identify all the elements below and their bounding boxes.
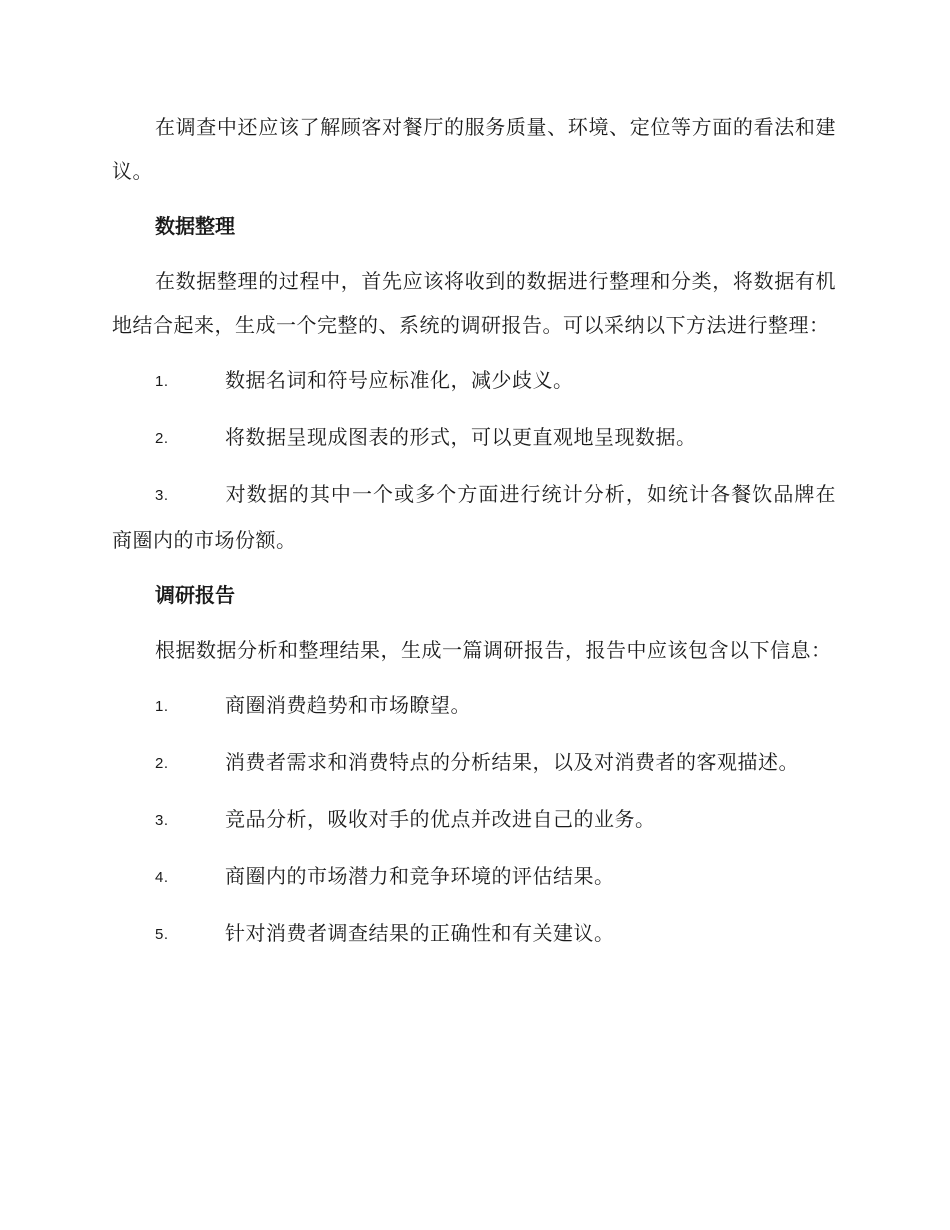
list-number: 5.	[155, 926, 169, 943]
data-organizing-list	[112, 358, 836, 562]
list-number: 2.	[155, 430, 169, 447]
list-item-text: 对数据的其中一个或多个方面进行统计分析，如统计各餐饮品牌在商圈内的市场份额。	[112, 482, 836, 552]
section-paragraph-research-report: 根据数据分析和整理结果，生成一篇调研报告，报告中应该包含以下信息：	[155, 638, 832, 662]
section-heading-data-organizing: 数据整理	[155, 214, 235, 238]
list-item-text: 将数据呈现成图表的形式，可以更直观地呈现数据。	[225, 425, 697, 449]
list-item-text: 竞品分析，吸收对手的优点并改进自己的业务。	[225, 807, 656, 831]
list-item	[112, 415, 836, 461]
document-page	[112, 105, 836, 968]
list-item	[112, 358, 836, 404]
research-report-list	[112, 683, 836, 957]
list-item	[112, 472, 836, 562]
list-item	[112, 911, 836, 957]
list-item	[112, 740, 836, 786]
list-number: 4.	[155, 869, 169, 886]
list-item	[112, 854, 836, 900]
list-item-text: 商圈内的市场潜力和竞争环境的评估结果。	[225, 864, 615, 888]
list-number: 3.	[155, 487, 169, 504]
list-item-text: 商圈消费趋势和市场瞭望。	[225, 693, 471, 717]
list-number: 2.	[155, 755, 169, 772]
list-item	[112, 797, 836, 843]
intro-paragraph: 在调查中还应该了解顾客对餐厅的服务质量、环境、定位等方面的看法和建议。	[112, 115, 836, 183]
list-item-text: 针对消费者调查结果的正确性和有关建议。	[225, 921, 615, 945]
list-number: 1.	[155, 373, 169, 390]
section-heading-research-report: 调研报告	[155, 583, 235, 607]
list-item-text: 数据名词和符号应标准化，减少歧义。	[225, 368, 574, 392]
list-number: 1.	[155, 698, 169, 715]
section-paragraph-data-organizing: 在数据整理的过程中，首先应该将收到的数据进行整理和分类，将数据有机地结合起来，生成一个完整的、系统的调研报告。可以采纳以下方法进行整理：	[112, 269, 836, 337]
list-number: 3.	[155, 812, 169, 829]
list-item-text: 消费者需求和消费特点的分析结果，以及对消费者的客观描述。	[225, 750, 799, 774]
list-item	[112, 683, 836, 729]
